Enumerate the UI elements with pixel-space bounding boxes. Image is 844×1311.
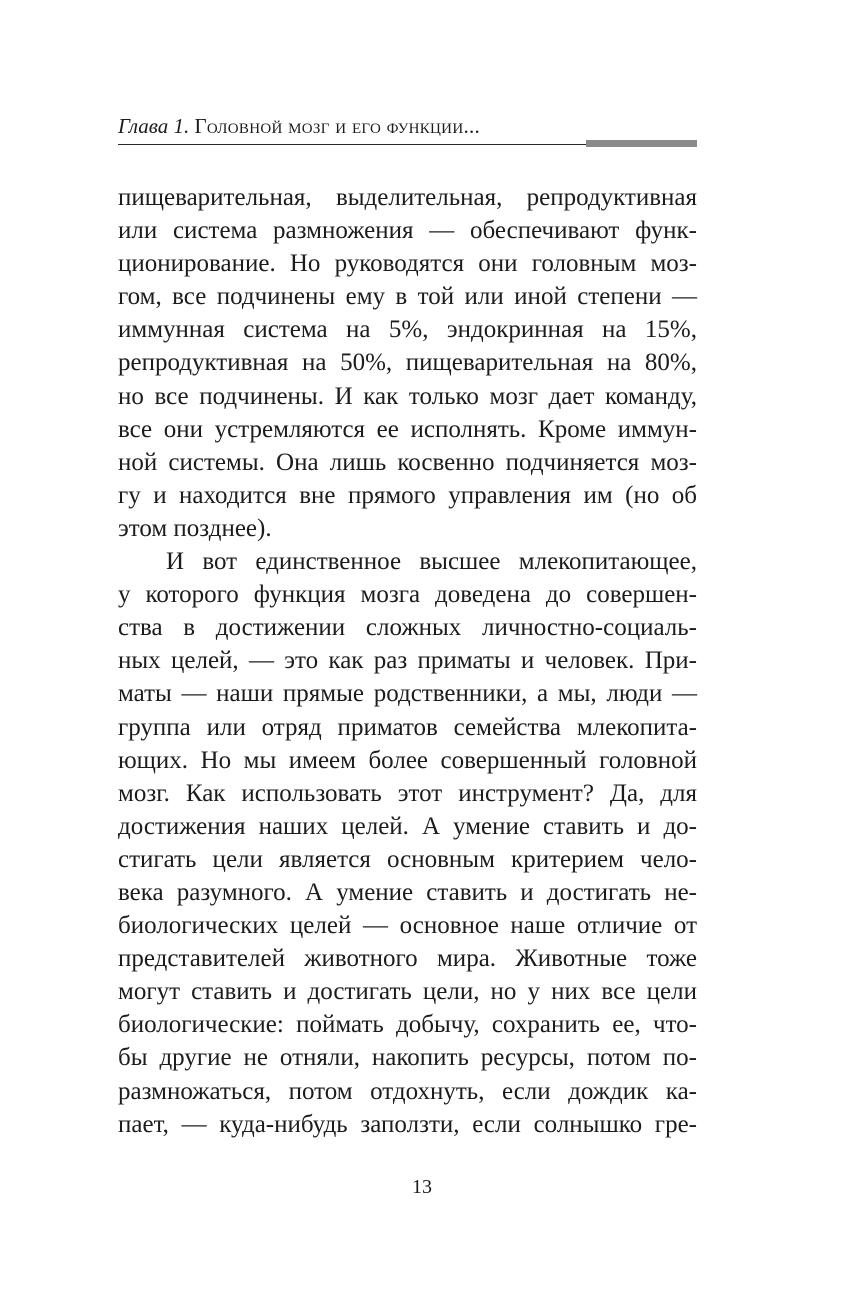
paragraph (118, 545, 697, 1141)
text-line: ционирование. Но руководятся они головным моз- (118, 250, 697, 278)
text-line: или система размножения — обеспечивают функ- (118, 217, 697, 245)
text-line: биологические: поймать добычу, сохранить ее, что- (118, 1011, 697, 1039)
text-line: ной системы. Она лишь косвенно подчиняется моз- (118, 448, 697, 476)
text-line: ющих. Но мы имеем более совершенный головной (118, 746, 697, 774)
text-line: пищеварительная, выделительная, репродуктивная (118, 184, 697, 211)
text-line: ства в достижении сложных личностно-социаль- (118, 614, 697, 642)
running-header-text (118, 116, 480, 137)
body-text (118, 181, 697, 1141)
text-line: стигать цели является основным критерием чело- (118, 845, 697, 873)
paragraph (118, 181, 697, 545)
text-line: пает, — куда-нибудь заползти, если солнышко гре- (118, 1110, 697, 1138)
text-line: иммунная система на 5%, эндокринная на 15%, (118, 316, 697, 344)
text-line: репродуктивная на 50%, пищеварительная на 80%, (118, 349, 697, 377)
text-line: маты — наши прямые родственники, а мы, люди — (118, 680, 697, 708)
text-line: гом, все подчинены ему в той или иной степени — (118, 283, 697, 311)
text-line: достижения наших целей. А умение ставить и до- (118, 812, 697, 840)
running-header (118, 112, 698, 152)
chapter-title: Головной мозг и его функции... (194, 114, 481, 138)
text-line: могут ставить и достигать цели, но у них все цели (118, 978, 697, 1006)
text-line: века разумного. А умение ставить и достигать не- (118, 878, 697, 906)
text-line: группа или отряд приматов семейства млекопита- (118, 713, 697, 741)
header-rule (118, 144, 590, 145)
text-line: биологических целей — основное наше отличие от (118, 912, 697, 940)
text-line: гу и находится вне прямого управления им (но об (118, 481, 697, 509)
text-line: у которого функция мозга доведена до совершен- (118, 581, 697, 609)
text-line: И вот единственное высшее млекопитающее, (166, 548, 697, 576)
page-number: 13 (412, 1176, 432, 1198)
text-line: все они устремляются ее исполнять. Кроме иммун- (118, 415, 697, 443)
text-line: размножаться, потом отдохнуть, если дождик ка- (118, 1077, 697, 1105)
text-line: но все подчинены. И как только мозг дает команду, (118, 382, 697, 410)
text-line: мозг. Как использовать этот инструмент? Да, для (118, 779, 697, 807)
text-line: представителей животного мира. Животные тоже (118, 945, 697, 973)
text-line: ных целей, — это как раз приматы и человек. При- (118, 647, 697, 675)
text-line: этом позднее). (118, 514, 272, 542)
header-rule-accent (586, 140, 697, 147)
text-line: бы другие не отняли, накопить ресурсы, потом по- (118, 1044, 697, 1072)
chapter-label: Глава 1. (118, 114, 190, 138)
